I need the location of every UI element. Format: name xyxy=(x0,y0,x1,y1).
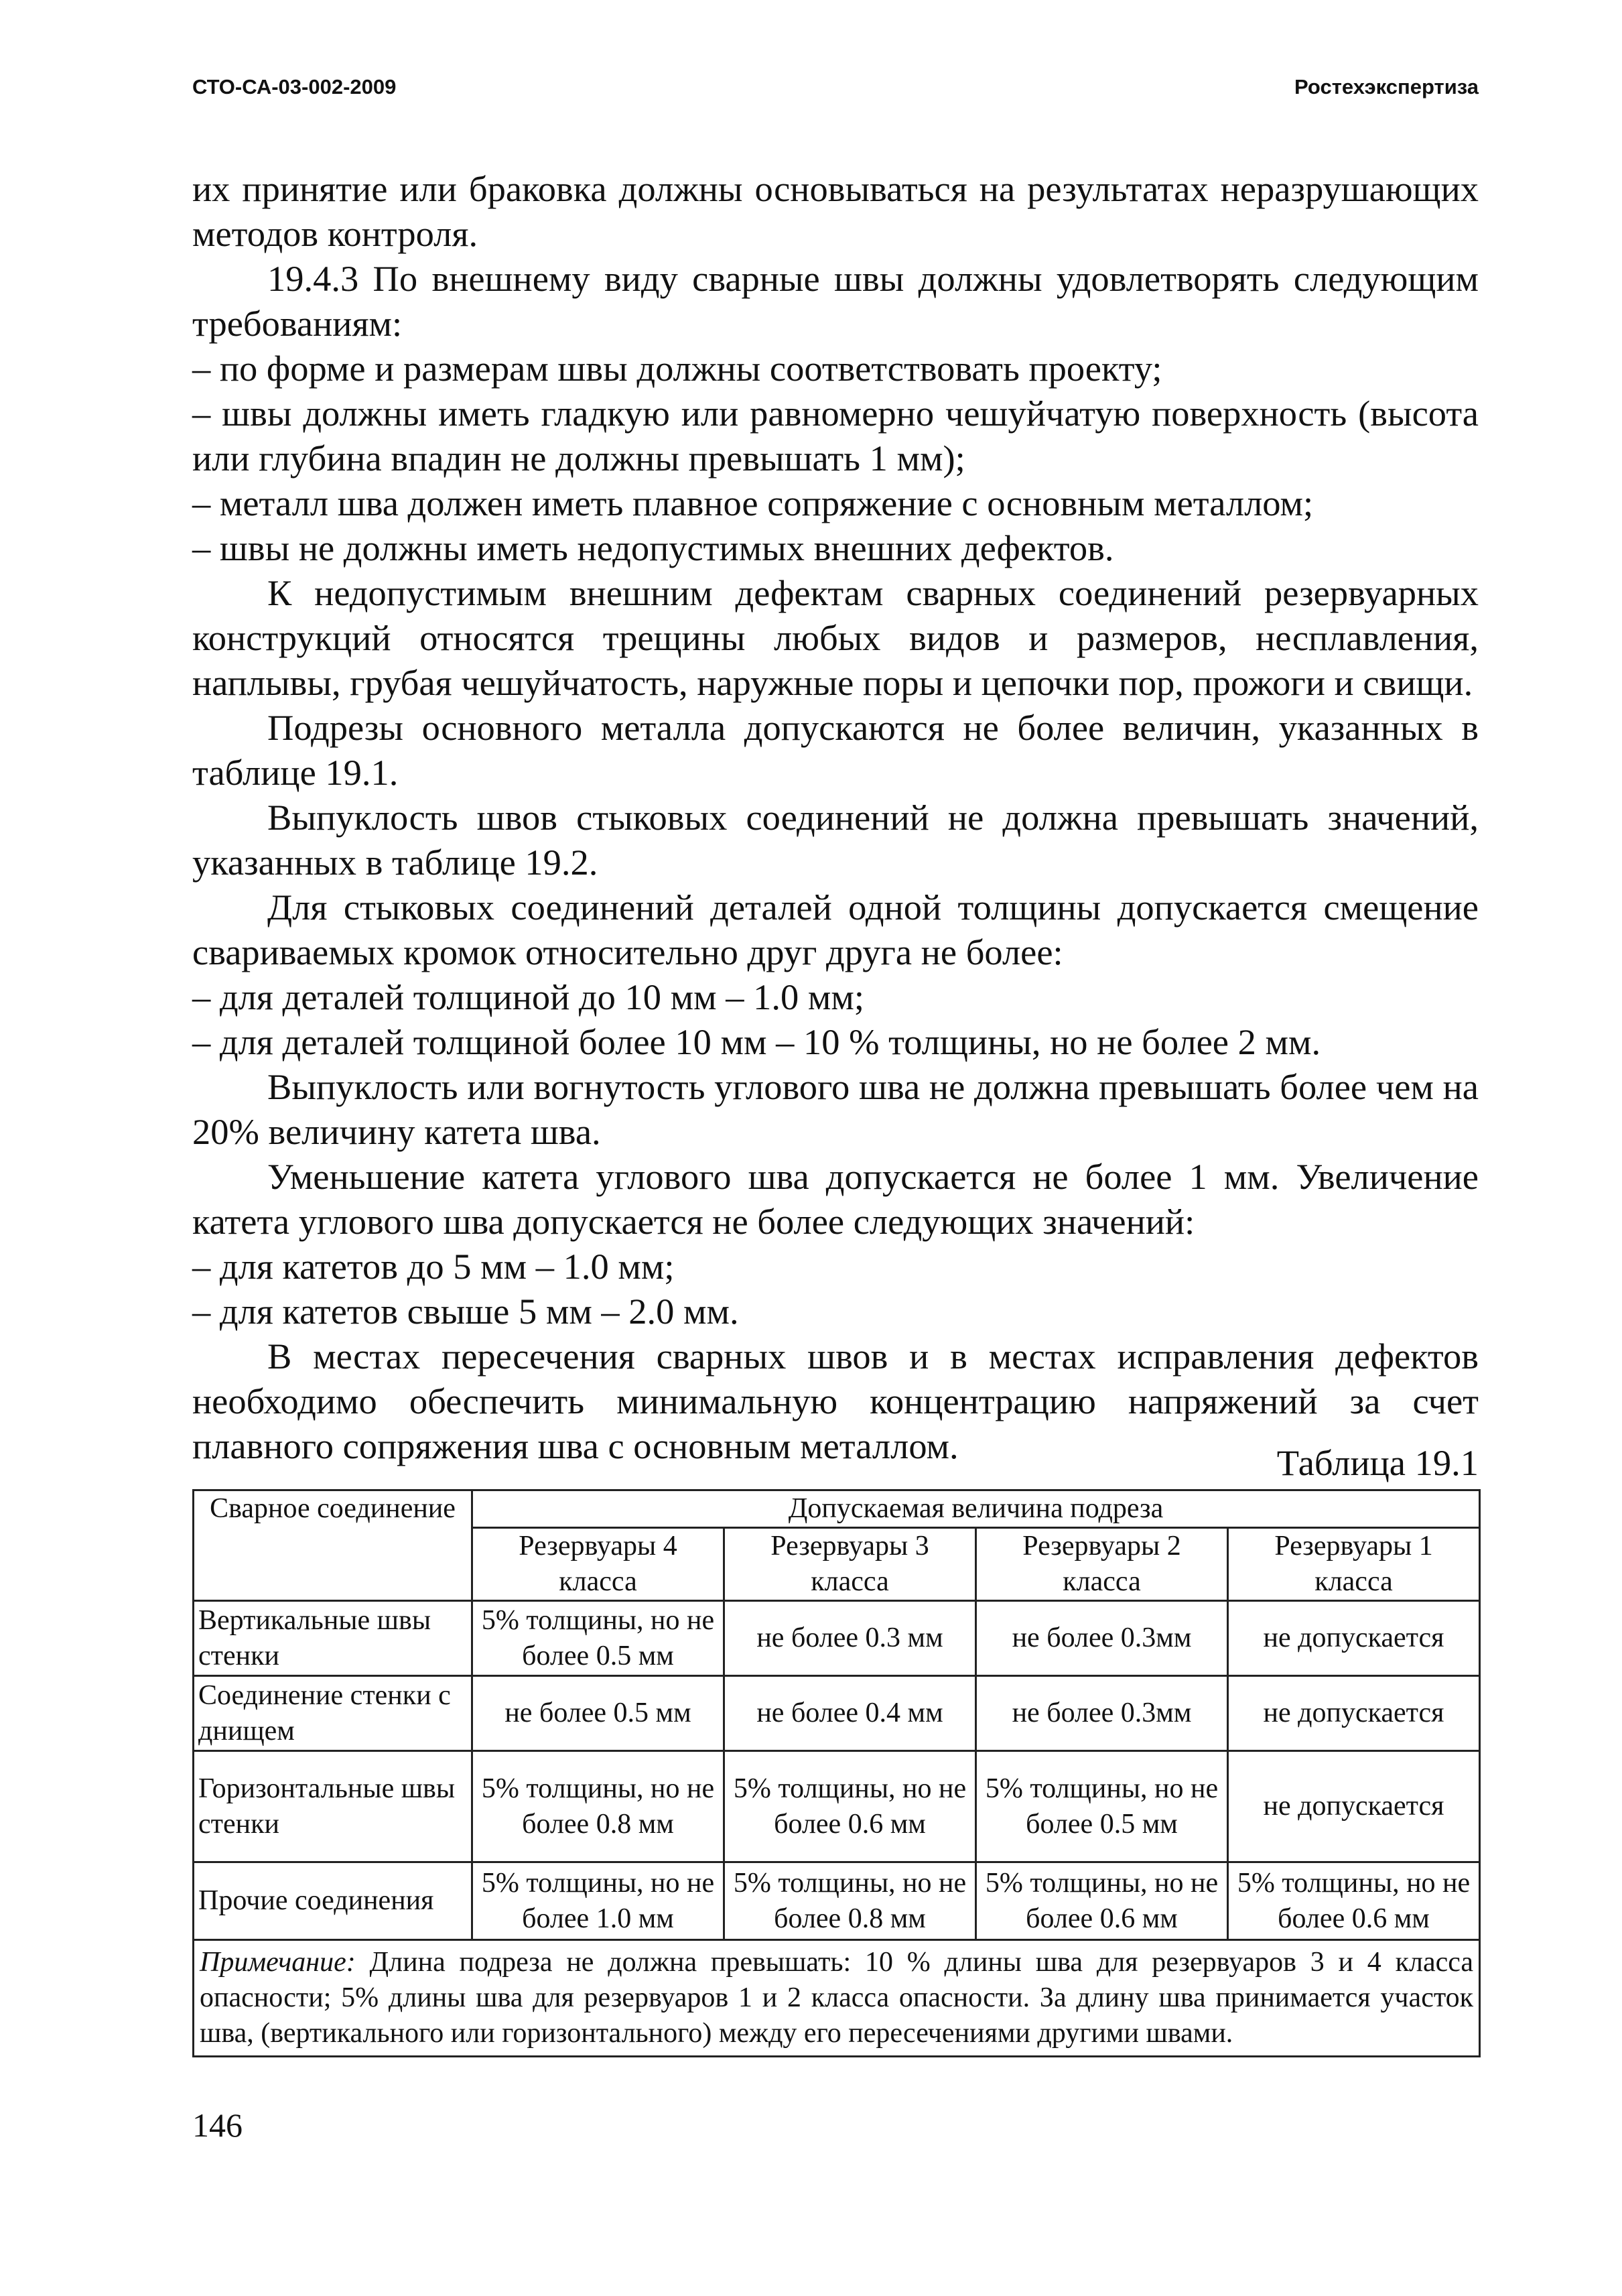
table-cell: 5% толщины, но не более 0.6 мм xyxy=(976,1862,1228,1940)
document-code: СТО-СА-03-002-2009 xyxy=(192,75,397,99)
column-header: Резервуары 2 класса xyxy=(976,1528,1228,1601)
list-item: – швы не должны иметь недопустимых внешних дефектов. xyxy=(192,527,1114,568)
table-cell: 5% толщины, но не более 1.0 мм xyxy=(472,1862,724,1940)
paragraph: Для стыковых соединений деталей одной толщины допускается смещение свариваемых кромок относительно друг друга не более: xyxy=(192,887,1479,972)
column-header: Резервуары 3 класса xyxy=(724,1528,976,1601)
body-text xyxy=(192,166,1479,1468)
undercut-table xyxy=(192,1489,1481,2057)
row-header: Соединение стенки с днищем xyxy=(194,1676,472,1751)
table-cell: не допускается xyxy=(1228,1601,1480,1676)
page-number: 146 xyxy=(192,2106,243,2144)
note-text: Длина подреза не должна превышать: 10 % длины шва для резервуаров 3 и 4 класса опасности; 5% длины шва для резервуаров 1 и 2 класса опасности. За длину шва принимается участок шва, (вертикального или горизонтального) между его пересечениями другими швами. xyxy=(200,1947,1474,2049)
table-cell: не допускается xyxy=(1228,1676,1480,1751)
list-item: – для деталей толщиной до 10 мм – 1.0 мм; xyxy=(192,976,864,1017)
list-item: – для деталей толщиной более 10 мм – 10 % толщины, но не более 2 мм. xyxy=(192,1021,1321,1062)
table-cell: 5% толщины, но не более 0.8 мм xyxy=(472,1751,724,1862)
paragraph: 19.4.3 По внешнему виду сварные швы должны удовлетворять следующим требованиям: xyxy=(192,258,1479,344)
note-label: Примечание: xyxy=(200,1947,356,1978)
table-cell: не более 0.3мм xyxy=(976,1601,1228,1676)
table-row xyxy=(194,1751,1480,1862)
row-header: Вертикальные швы стенки xyxy=(194,1601,472,1676)
paragraph: Выпуклость швов стыковых соединений не должна превышать значений, указанных в таблице 19.2. xyxy=(192,797,1479,883)
row-header: Прочие соединения xyxy=(194,1862,472,1940)
list-item: – швы должны иметь гладкую или равномерно чешуйчатую поверхность (высота или глубина впадин не должны превышать 1 мм); xyxy=(192,393,1479,479)
table-cell: не более 0.3мм xyxy=(976,1676,1228,1751)
page-header xyxy=(192,75,1479,109)
column-header-joint: Сварное соединение xyxy=(194,1490,472,1601)
paragraph: Выпуклость или вогнутость углового шва не должна превышать более чем на 20% величину катета шва. xyxy=(192,1066,1479,1152)
paragraph: В местах пересечения сварных швов и в местах исправления дефектов необходимо обеспечить минимальную концентрацию напряжений за счет плавного сопряжения шва с основным металлом. xyxy=(192,1336,1479,1466)
paragraph: К недопустимым внешним дефектам сварных соединений резервуарных конструкций относятся трещины любых видов и размеров, несплавления, наплывы, грубая чешуйчатость, наружные поры и цепочки пор, прожоги и свищи. xyxy=(192,572,1479,703)
list-item: – металл шва должен иметь плавное сопряжение с основным металлом; xyxy=(192,483,1314,523)
column-header: Резервуары 1 класса xyxy=(1228,1528,1480,1601)
table-note-row xyxy=(194,1940,1480,2057)
table-caption: Таблица 19.1 xyxy=(1276,1442,1479,1483)
column-header: Резервуары 4 класса xyxy=(472,1528,724,1601)
table-cell: 5% толщины, но не более 0.6 мм xyxy=(724,1751,976,1862)
table-cell: не допускается xyxy=(1228,1751,1480,1862)
row-header: Горизонтальные швы стенки xyxy=(194,1751,472,1862)
table-cell: 5% толщины, но не более 0.5 мм xyxy=(976,1751,1228,1862)
column-group-header: Допускаемая величина подреза xyxy=(472,1490,1480,1528)
table-row xyxy=(194,1862,1480,1940)
paragraph: Подрезы основного металла допускаются не более величин, указанных в таблице 19.1. xyxy=(192,707,1479,793)
organization-name: Ростехэкспертиза xyxy=(1294,75,1479,99)
table-cell: 5% толщины, но не более 0.6 мм xyxy=(1228,1862,1480,1940)
paragraph: их принятие или браковка должны основываться на результатах неразрушающих методов контроля. xyxy=(192,168,1479,254)
table-cell: 5% толщины, но не более 0.5 мм xyxy=(472,1601,724,1676)
list-item: – по форме и размерам швы должны соответствовать проекту; xyxy=(192,348,1162,389)
table-row xyxy=(194,1601,1480,1676)
table-cell: не более 0.3 мм xyxy=(724,1601,976,1676)
table-note xyxy=(194,1940,1480,2057)
table-row xyxy=(194,1676,1480,1751)
table-cell: не более 0.4 мм xyxy=(724,1676,976,1751)
list-item: – для катетов свыше 5 мм – 2.0 мм. xyxy=(192,1291,739,1332)
table-cell: не более 0.5 мм xyxy=(472,1676,724,1751)
paragraph: Уменьшение катета углового шва допускается не более 1 мм. Увеличение катета углового шва допускается не более следующих значений: xyxy=(192,1156,1479,1242)
list-item: – для катетов до 5 мм – 1.0 мм; xyxy=(192,1246,675,1287)
table-cell: 5% толщины, но не более 0.8 мм xyxy=(724,1862,976,1940)
